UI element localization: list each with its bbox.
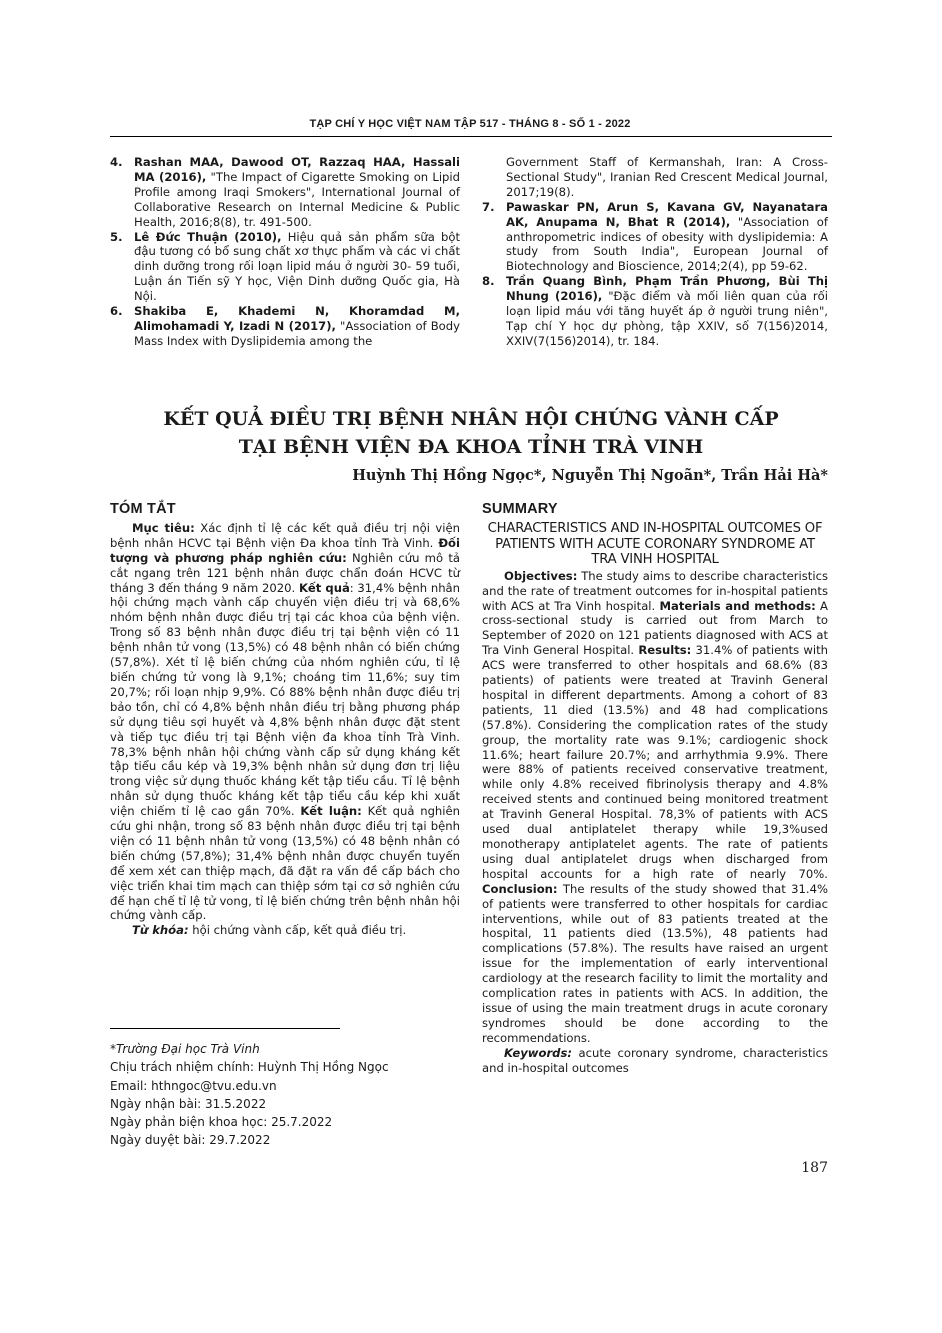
journal-header: TẠP CHÍ Y HỌC VIỆT NAM TẬP 517 - THÁNG 8 - SỐ 1 - 2022 [309,118,631,130]
reference-item [110,304,460,349]
header-divider [110,136,832,137]
abstract-keywords: Từ khóa: hội chứng vành cấp, kết quả điều trị. [132,923,407,938]
reference-number: 7. [482,199,495,214]
references-left-column [110,155,460,349]
reference-item [110,230,460,305]
reference-text: Hiệu quả sản phẩm sữa bột đậu tương có bổ sung chất xơ thực phẩm và các vi chất dinh dưỡng trong rối loạn lipid máu ở người 30- 59 tuổi, Luận án Tiến sỹ Y học, Viện Dinh dưỡng Quốc gia, Hà Nội. [134,229,460,304]
reference-authors: Lê Đức Thuận (2010), [134,229,282,244]
footnote-approval-date: Ngày duyệt bài: 29.7.2022 [110,1133,271,1148]
reference-text: "Association of Body Mass Index with Dyslipidemia among the [134,318,460,348]
reference-authors: Shakiba E, Khademi N, Khoramdad M, Alimohamadi Y, Izadi N (2017), [134,304,460,333]
english-title: CHARACTERISTICS AND IN-HOSPITAL OUTCOMES OF PATIENTS WITH ACUTE CORONARY SYNDROME AT TRA VINH HOSPITAL [487,520,823,568]
article-title [110,405,832,461]
article-title-line-2: TẠI BỆNH VIỆN ĐA KHOA TỈNH TRÀ VINH [238,436,704,458]
article-title-line-1: KẾT QUẢ ĐIỀU TRỊ BỆNH NHÂN HỘI CHỨNG VÀNH CẤP [163,408,779,430]
footnote-responsible: Chịu trách nhiệm chính: Huỳnh Thị Hồng Ngọc [110,1060,389,1075]
reference-text: "Association of anthropometric indices of obesity with dyslipidemia: A study from South India", European Journal of Biotechnology and Bioscience, 2014;2(4), pp 59-62. [506,214,828,274]
abstract-vietnamese [110,498,460,938]
footnote-review-date: Ngày phản biện khoa học: 25.7.2022 [110,1115,333,1130]
footnote-email: Email: hthngoc@tvu.edu.vn [110,1078,277,1093]
abstract-heading: TÓM TẮT [110,501,176,517]
reference-authors: Trần Quang Bình, Phạm Trần Phương, Bùi Thị Nhung (2016), [506,274,828,304]
reference-authors: Pawaskar PN, Arun S, Kavana GV, Nayanatara AK, Anupama N, Bhat R (2014), [506,199,828,229]
reference-item [110,155,460,230]
footnote-affiliation: *Trường Đại học Trà Vinh [110,1042,260,1056]
reference-item [482,200,828,275]
reference-number: 8. [482,274,495,289]
reference-number: 4. [110,155,123,169]
abstract-english [482,498,828,1076]
footnote-divider [110,1028,340,1029]
abstract-body: Mục tiêu: Xác định tỉ lệ các kết quả điều trị nội viện bệnh nhân HCVC tại Bệnh viện Đa khoa tỉnh Trà Vinh. Đối tượng và phương pháp nghiên cứu: Nghiên cứu mô tả cắt ngang trên 121 bệnh nhân được chẩn đoán HCVC từ tháng 3 đến tháng 9 năm 2020. Kết quả: 31,4% bệnh nhân hội chứng mạch vành cấp chuyển viện điều trị và 68,6% nhóm bệnh nhân được điều trị tại các khoa của bệnh viện. Trong số 83 bệnh nhân được điều trị tại bệnh viện có 11 bệnh nhân tử vong (13,5%) có 48 bệnh nhân có biến chứng (57,8%). Xét tỉ lệ biến chứng của nhóm nghiên cứu, tỉ lệ biến chứng tử vong là 9,1%; choáng tim 11,6%; suy tim 20,7%; rối loạn nhịp 9,9%. Có 88% bệnh nhân được điều trị bảo tồn, chỉ có 4,8% bệnh nhân điều trị bằng phương pháp sử dụng tiêu sợi huyết và 4,8% bệnh nhân được đặt stent và tiếp tục điều trị tại Bệnh viện đa khoa tỉnh Trà Vinh. 78,3% bệnh nhân hội chứng vành cấp sử dụng kháng kết tập tiểu cầu kép và 19,3% bệnh nhân sử dụng đơn trị liệu trong việc sử dụng thuốc kháng kết tập tiểu cầu. Tỉ lệ bệnh nhân sử dụng thuốc kháng kết tập tiểu cầu kép khi xuất viện chiếm tỉ lệ cao gần 70%. Kết luận: Kết quả nghiên cứu ghi nhận, trong số 83 bệnh nhân được điều trị tại bệnh viện có 11 bệnh nhân tử vong (13,5%) có 48 bệnh nhân có biến chứng (57,8%); 31,4% bệnh nhân được chuyển tuyến để xem xét can thiệp mạch, đã đặt ra vấn đề cấp bách cho việc triển khai tim mạch can thiệp sớm tại cơ sở nghiên cứu để hạn chế tỉ lệ tử vong, tỉ lệ biến chứng trên bệnh nhân hội chứng vành cấp. [110,520,460,923]
reference-continuation: Government Staff of Kermanshah, Iran: A Cross-Sectional Study", Iranian Red Crescent Medical Journal, 2017;19(8). [506,155,828,199]
summary-body: Objectives: The study aims to describe characteristics and the rate of treatment outcomes for in-hospital patients with ACS at Tra Vinh hospital. Materials and methods: A cross-sectional study is carried out from March to September of 2020 on 121 patients diagnosed with ACS at Tra Vinh General Hospital. Results: 31.4% of patients with ACS were transferred to other hospitals and 68.6% (83 patients) of patients were treated at Travinh General hospital in different departments. Among a cohort of 83 patients, 11 died (13.5%) and 48 had complications (57.8%). Considering the complication rates of the study group, the mortality rate was 9.1%; cardiogenic shock 11.6%; heart failure 20.7%; and arrhythmia 9.9%. There were 88% of patients received conservative treatment, while only 4.8% received fibrinolysis therapy and 4.8% received stents and continued being monitored treatment at Travinh General Hospital. 78,3% of patients with ACS used dual antiplatelet therapy while 19,3%used monotherapy antiplatelet agents. The rate of patients using dual antiplatelet drugs when discharged from hospital accounts for a high rate of nearly 70%. Conclusion: The results of the study showed that 31.4% of patients were transferred to other hospitals for cardiac interventions, while out of 83 patients treated at the hospital, 11 patients died (13.5%), 48 patients had complications (57.8%). The results have raised an urgent issue for the implementation of early interventional cardiology at the research facility to limit the mortality and complication rates in patients with ACS. In addition, the issue of using the main treatment drugs in acute coronary syndromes should be done according to the recommendations. [482,568,828,1045]
reference-text: "Đặc điểm và mối liên quan của rối loạn lipid máu với tăng huyết áp ở người trung niên", Tạp chí Y học dự phòng, tập XXIV, số 7(156)2014, XXIV(7(156)2014), tr. 184. [506,289,828,348]
reference-number: 5. [110,229,123,244]
reference-text: "The Impact of Cigarette Smoking on Lipid Profile among Iraqi Smokers", International Journal of Collaborative Research on Internal Medicine & Public Health, 2016;8(8), tr. 491-500. [134,169,460,229]
reference-number: 6. [110,304,123,319]
page-number: 187 [801,1160,828,1176]
summary-keywords: Keywords: acute coronary syndrome, characteristics and in-hospital outcomes [482,1045,828,1075]
references-right-column [482,155,828,349]
reference-item [482,274,828,349]
summary-heading: SUMMARY [482,501,558,517]
footnotes [110,1040,460,1150]
footnote-received-date: Ngày nhận bài: 31.5.2022 [110,1096,267,1111]
reference-authors: Rashan MAA, Dawood OT, Razzaq HAA, Hassali MA (2016), [134,155,460,184]
article-authors: Huỳnh Thị Hồng Ngọc*, Nguyễn Thị Ngoãn*, Trần Hải Hà* [352,467,828,484]
